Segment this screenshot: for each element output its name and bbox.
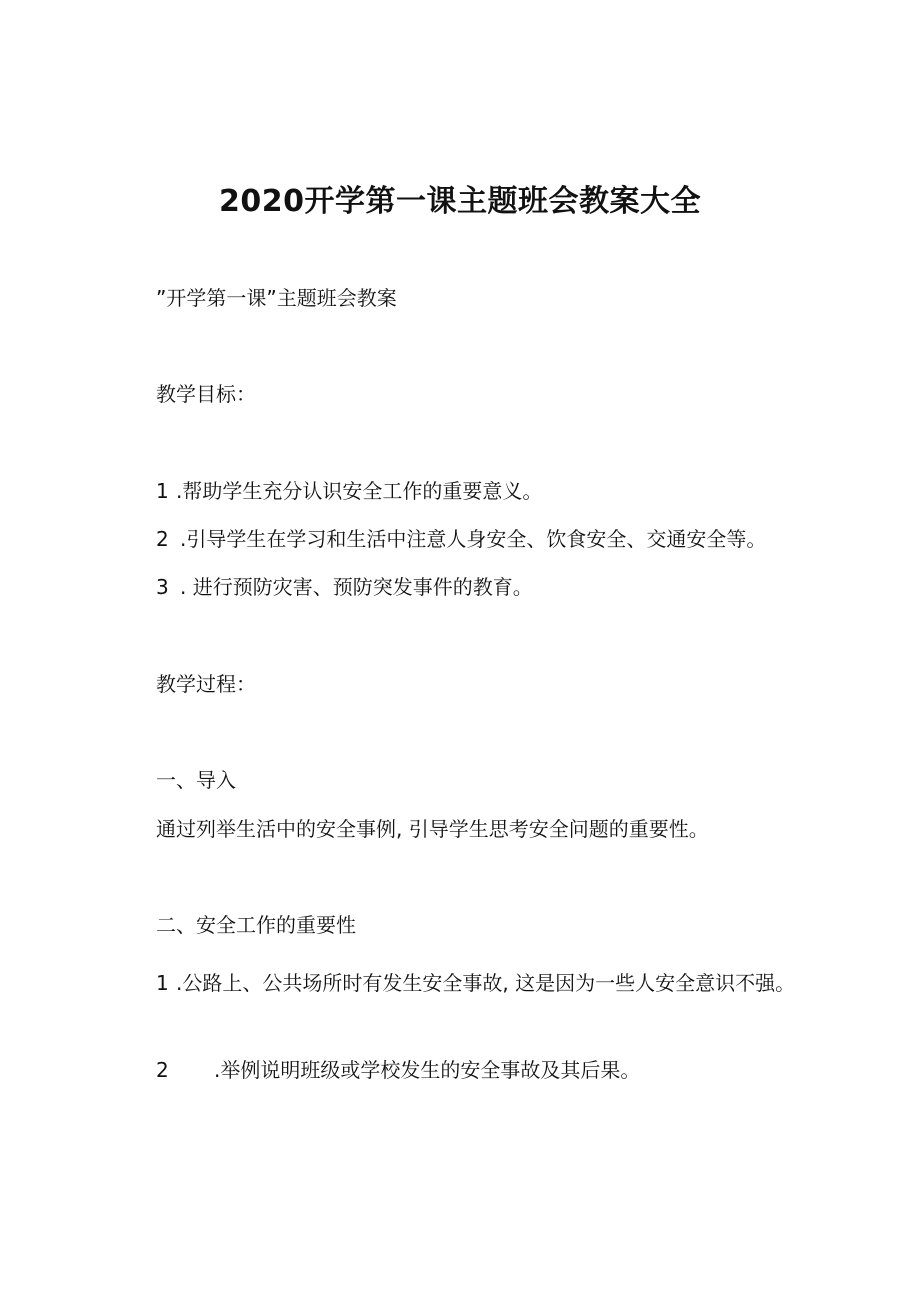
objective-text: . 进行预防灾害、预防突发事件的教育。 xyxy=(180,575,533,599)
item-text: .举例说明班级或学校发生的安全事故及其后果。 xyxy=(214,1058,641,1082)
document-title: 2020开学第一课主题班会教案大全 xyxy=(219,184,701,219)
process-heading: 教学过程： xyxy=(156,672,256,696)
objective-item-3 xyxy=(156,573,533,601)
objective-number: 3 xyxy=(156,575,169,599)
section-2-item-1 xyxy=(109,959,809,1008)
item-number: 2 xyxy=(156,1058,169,1082)
objective-text: .帮助学生充分认识安全工作的重要意义。 xyxy=(176,479,543,503)
section-1-body: 通过列举生活中的安全事例, 引导学生思考安全问题的重要性。 xyxy=(156,817,709,841)
lesson-subtitle: ”开学第一课”主题班会教案 xyxy=(156,286,397,310)
objectives-heading: 教学目标： xyxy=(156,382,256,406)
objective-number: 2 xyxy=(156,527,169,551)
objective-item-1 xyxy=(156,477,542,505)
objective-item-2 xyxy=(156,525,766,553)
item-number: 1 xyxy=(156,971,169,995)
objective-text: .引导学生在学习和生活中注意人身安全、饮食安全、交通安全等。 xyxy=(180,527,767,551)
objective-number: 1 xyxy=(156,479,169,503)
section-1-heading: 一、导入 xyxy=(156,768,236,792)
item-text: .公路上、公共场所时有发生安全事故, 这是因为一些人安全意识不强。 xyxy=(176,971,796,995)
section-2-item-2 xyxy=(156,1056,640,1084)
section-2-heading: 二、安全工作的重要性 xyxy=(156,913,356,937)
